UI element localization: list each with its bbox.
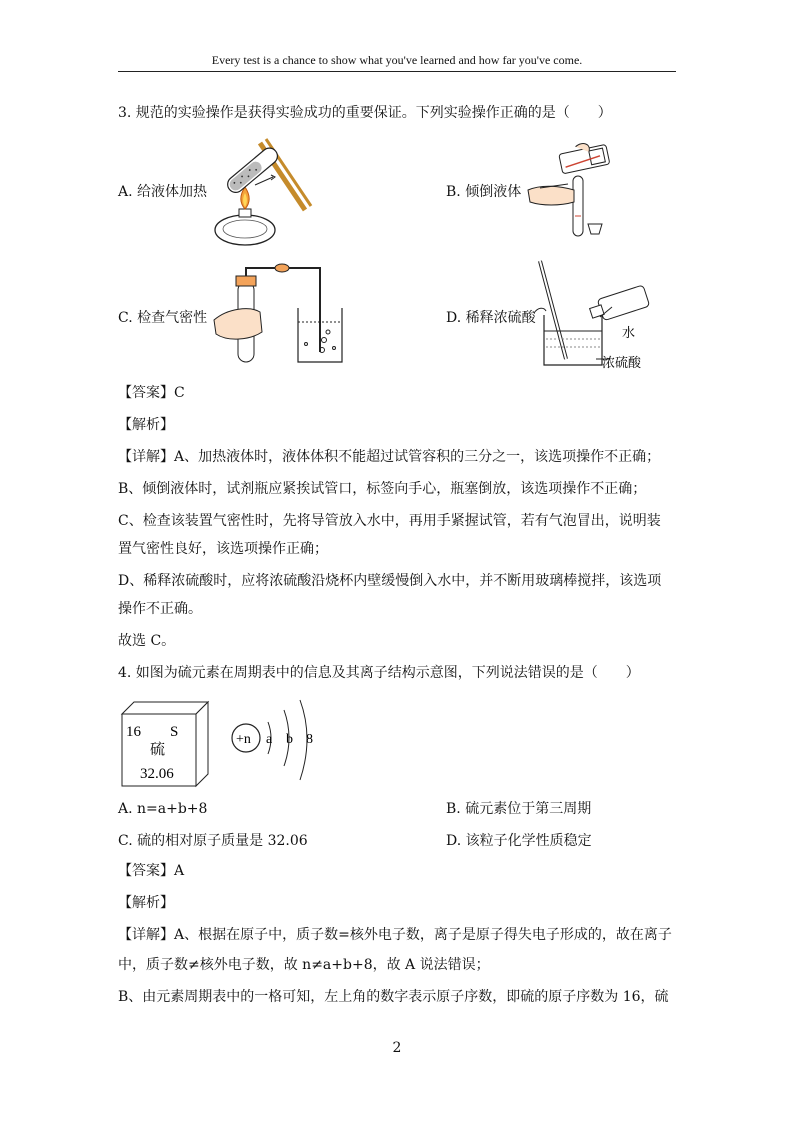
q3-option-c-label: C. 检查气密性 [118,310,208,326]
element-symbol: S [170,724,179,740]
q4-option-c: C. 硫的相对原子质量是 32.06 [118,833,308,849]
page-header-motto: Every test is a chance to show what you've learned and how far you've come. [211,53,583,67]
q4-answer: 【答案】A [118,863,185,879]
ion-shell-3-electrons: 8 [306,732,313,747]
q4-periodic-table-cell [118,698,213,790]
q3-explanation-line: B、倾倒液体时，试剂瓶应紧挨试管口，标签向手心，瓶塞倒放，该选项操作不正确； [118,481,647,497]
q4-option-d: D. 该粒子化学性质稳定 [446,833,592,849]
q3-conclusion: 故选 C。 [118,633,176,649]
ion-nucleus-charge: +n [236,732,251,747]
q3-explanation-line: 操作不正确。 [118,601,202,617]
q3-figure-airtightness-check [210,262,350,367]
q3-explanation-line: 置气密性良好，该选项操作正确； [118,541,328,557]
q3-explanation-line: 【详解】A、加热液体时，液体体积不能超过试管容积的三分之一，该选项操作不正确； [118,449,661,465]
q3-figure-diluting-acid [530,255,655,375]
q4-explanation-line: 中，质子数≠核外电子数，故 n≠a+b+8，故 A 说法错误； [118,957,490,973]
page-number: 2 [392,1040,402,1056]
q3-answer: 【答案】C [118,385,185,401]
header-divider [118,71,676,72]
element-atomic-number: 16 [126,724,141,740]
q4-explanation-line: B、由元素周期表中的一格可知，左上角的数字表示原子序数，即硫的原子序数为 16，硫 [118,989,669,1005]
q3-explanation-line: D、稀释浓硫酸时，应将浓硫酸沿烧杯内壁缓慢倒入水中，并不断用玻璃棒搅拌，该选项 [118,573,662,589]
q4-ion-structure-diagram [228,696,328,786]
q3-option-d-label: D. 稀释浓硫酸 [446,310,536,326]
q3-d-water-label: 水 [622,326,636,341]
question-3-stem: 3. 规范的实验操作是获得实验成功的重要保证。下列实验操作正确的是（ ） [118,105,612,121]
ion-shell-1-electrons: a [266,732,273,747]
q3-analysis-title: 【解析】 [118,417,174,433]
element-name: 硫 [150,742,166,758]
q3-figure-heating-liquid [205,135,315,250]
q3-option-b-label: B. 倾倒液体 [446,184,522,200]
q4-option-a: A. n=a+b+8 [118,801,208,817]
question-4-stem: 4. 如图为硫元素在周期表中的信息及其离子结构示意图，下列说法错误的是（ ） [118,665,640,681]
q4-analysis-title: 【解析】 [118,895,174,911]
q3-explanation-line: C、检查该装置气密性时，先将导管放入水中，再用手紧握试管，若有气泡冒出，说明装 [118,513,661,529]
q4-explanation-line: 【详解】A、根据在原子中，质子数=核外电子数，离子是原子得失电子形成的，故在离子 [118,927,672,943]
element-atomic-mass: 32.06 [140,766,174,782]
q3-option-a-label: A. 给液体加热 [118,184,208,200]
q3-d-acid-label: 浓硫酸 [602,356,642,371]
q3-figure-pouring-liquid [520,138,625,248]
q4-option-b: B. 硫元素位于第三周期 [446,801,592,817]
ion-shell-2-electrons: b [286,732,293,747]
